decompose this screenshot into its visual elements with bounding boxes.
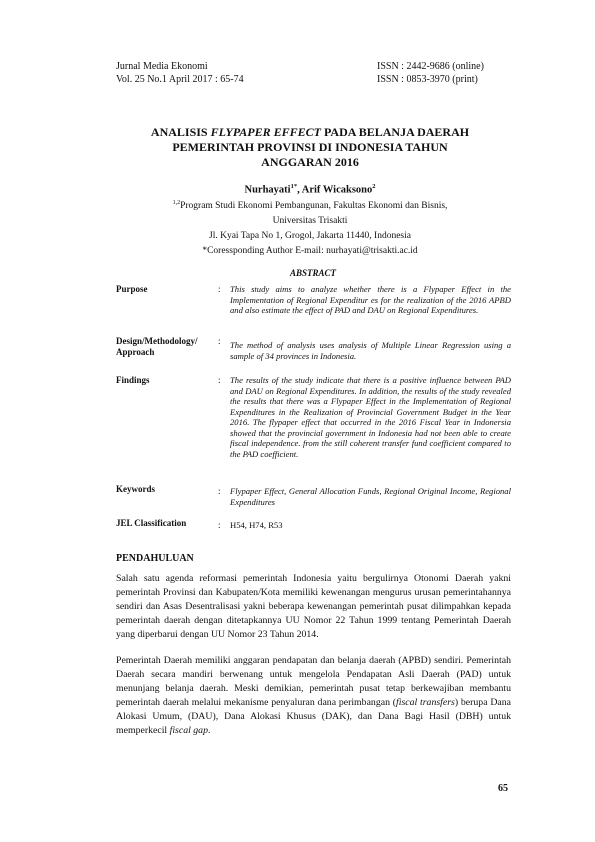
author-line (90, 183, 530, 196)
author-separator: , (297, 184, 302, 196)
abstract-colon: : (218, 486, 221, 496)
paper-title (90, 125, 530, 170)
abstract-colon: : (218, 336, 221, 346)
title-line2: PEMERINTAH PROVINSI DI INDONESIA TAHUN (172, 140, 448, 154)
author-1: Nurhayati (244, 184, 291, 196)
author-2: Arif Wicaksono (301, 184, 373, 196)
body-paragraph-1: Salah satu agenda reformasi pemerintah Indonesia yaitu bergulirnya Otonomi Daerah yakni pemerintah Provinsi dan Kabupaten/Kota memiliki kewenangan mengurus urusan pemerintahannya sendiri dan Asas Desentralisasi yakni beberapa kewenangan pemerintah pusat dilimpahkan kepada pemerintah daerah dengan ditetapkannya UU Nomor 22 Tahun 1999 tentang Pemerintah Daerah yang diperbarui dengan UU Nomor 23 Tahun 2014. (116, 573, 511, 640)
journal-header (116, 60, 244, 86)
para2-italic-1: fiscal transfers (396, 697, 455, 708)
abstract-label-purpose: Purpose (116, 284, 148, 294)
abstract-text-keywords: Flypaper Effect, General Allocation Funds, Regional Original Income, Regional Expenditures (230, 486, 511, 507)
abstract-colon: : (218, 284, 221, 294)
journal-name: Jurnal Media Ekonomi (116, 61, 208, 72)
section-heading: PENDAHULUAN (116, 553, 194, 564)
para2-italic-2: fiscal gap (169, 725, 208, 736)
title-line3: ANGGARAN 2016 (261, 155, 359, 169)
body-paragraph-2 (116, 654, 511, 738)
abstract-label-design: Design/Methodology/ Approach (116, 336, 198, 357)
abstract-text-design: The method of analysis uses analysis of Multiple Linear Regression using a sample of 34 provinces in Indonesia. (230, 340, 511, 361)
author-2-sup: 2 (372, 183, 376, 190)
issn-print: ISSN : 0853-3970 (print) (377, 74, 478, 85)
para2-text-c: . (207, 725, 211, 736)
abstract-text-findings: The results of the study indicate that there is a positive influence between PAD and DAU on Regional Expenditures. In addition, the results of the study revealed the results that there was a Flypaper Effect in the Implementation of Regional Expenditures in the Realization of Provincial Government Budget in the Year 2016. The flypaper effect that occurred in the 2016 Fiscal Year in Indonersia showed that the provincial government in Indonesia had not been able to create fiscal independence. from the still coherent transfer fund coefficient compared to the PAD coefficient. (230, 375, 511, 459)
affiliation-line2: Universitas Trisakti (272, 216, 348, 227)
abstract-colon: : (218, 375, 221, 385)
abstract-heading: ABSTRACT (289, 268, 336, 278)
author-1-sup: 1* (290, 183, 298, 190)
title-part1: ANALISIS (150, 125, 211, 139)
title-italic: FLYPAPER EFFECT (210, 125, 321, 139)
affiliation-address: Jl. Kyai Tapa No 1, Grogol, Jakarta 11440, Indonesia (209, 231, 411, 242)
abstract-label-findings: Findings (116, 375, 150, 385)
abstract-text-purpose: This study aims to analyze whether there is a Flypaper Effect in the Implementation of Regional Expenditur es for the realization of the 2016 APBD and also estimate the effect of PAD and DAU on Regional Expenditures. (230, 284, 511, 315)
page-number: 65 (498, 783, 508, 794)
abstract-label-keywords: Keywords (116, 484, 155, 494)
para2-text-b: ) berupa Dana Alokasi Umum, (DAU), Dana Alokasi Khusus (DAK), dan Dana Bagi Hasil (DBH) untuk memperkecil (116, 697, 511, 736)
journal-volume: Vol. 25 No.1 April 2017 : 65-74 (116, 74, 244, 85)
para2-text-a: Pemerintah Daerah memiliki anggaran pendapatan dan belanja daerah (APBD) sendiri. Pemerintah Daerah secara mandiri berwenang untuk mengelola Pendapatan Asli Daerah (PAD) untuk menunjang belanja daerah. Meski demikian, pemerintah pusat tetap berkewajiban membantu pemerintah daerah melalui mekanisme penyaluran dana perimbangan ( (116, 655, 511, 708)
abstract-label-jel: JEL Classification (116, 518, 187, 528)
issn-header (377, 60, 484, 86)
affiliation-line1: Program Studi Ekonomi Pembangunan, Fakultas Ekonomi dan Bisnis, (180, 201, 448, 212)
title-part3: PADA BELANJA DAERAH (320, 125, 470, 139)
corresponding-email[interactable]: *Coressponding Author E-mail: nurhayati@trisakti.ac.id (202, 246, 418, 257)
affiliation-sup: 1,2 (172, 200, 181, 206)
issn-online: ISSN : 2442-9686 (online) (377, 61, 484, 72)
abstract-text-jel: H54, H74, R53 (230, 520, 283, 530)
affiliation (120, 196, 500, 259)
abstract-colon: : (218, 520, 221, 530)
